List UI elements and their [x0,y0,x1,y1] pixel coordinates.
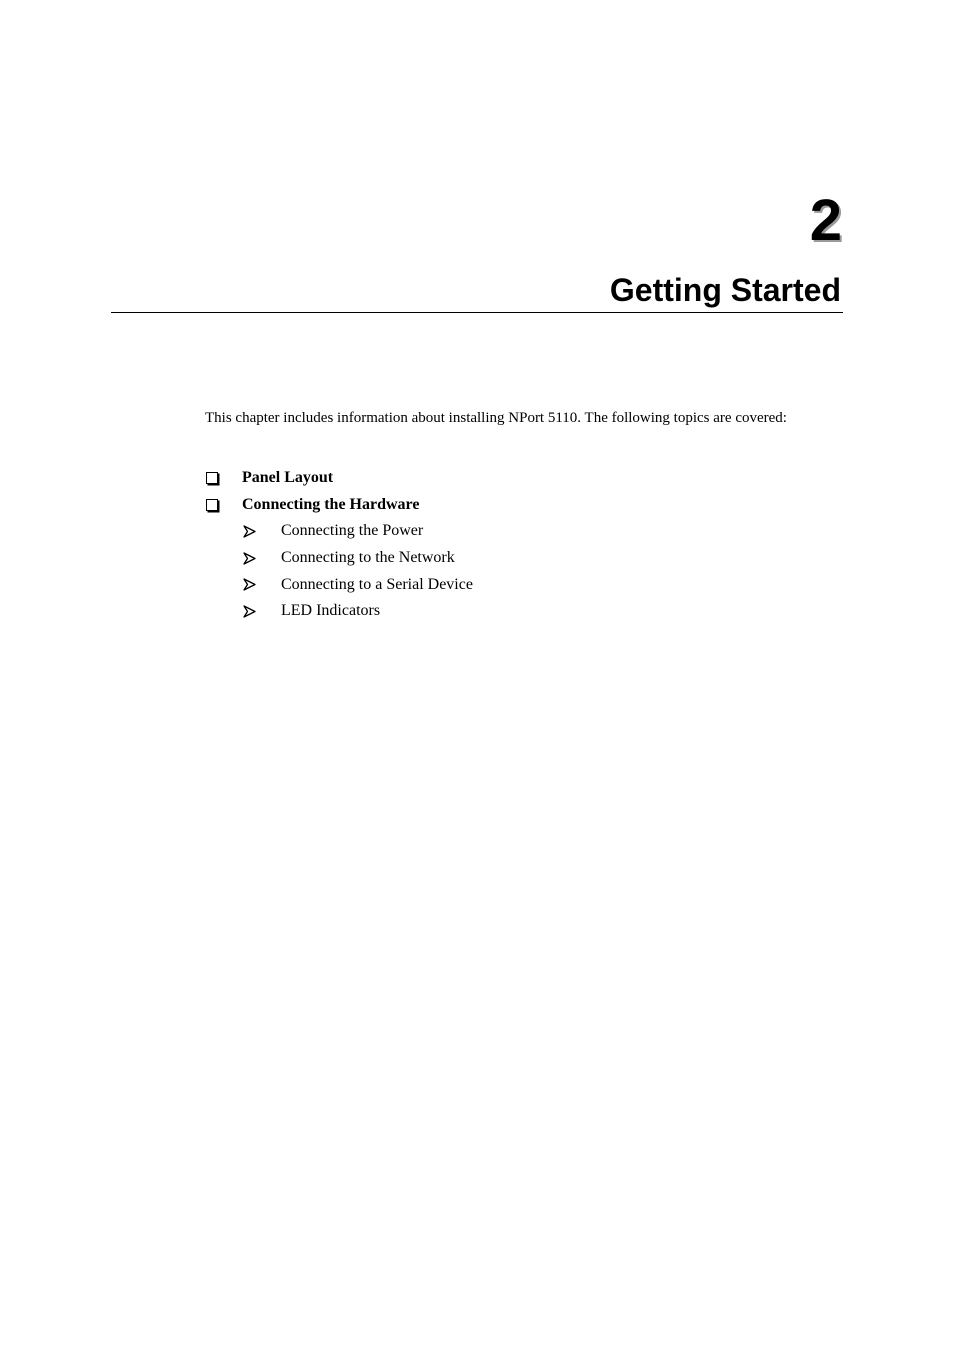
topic-label: Connecting the Hardware [242,495,420,513]
arrowhead-icon [243,605,256,618]
list-item [205,465,473,492]
subtopic-label: LED Indicators [281,602,381,620]
topic-label: Panel Layout [242,469,334,487]
checkbox-icon [206,472,218,484]
chapter-title: Getting Started [609,272,841,308]
arrowhead-icon [243,552,256,565]
list-item [205,545,473,572]
list-item [205,598,473,625]
subtopic-label: Connecting to a Serial Device [281,575,473,593]
list-item [205,571,473,598]
subtopic-label: Connecting to the Network [281,549,455,567]
list-item [205,492,473,519]
arrowhead-icon [243,578,256,591]
subtopic-label: Connecting the Power [281,522,424,540]
list-item [205,518,473,545]
checkbox-icon [206,499,218,511]
intro-paragraph: This chapter includes information about installing NPort 5110. The following topics are covered: [205,410,787,426]
arrowhead-icon [243,525,256,538]
topic-list [205,465,473,625]
chapter-number: 2 [809,188,842,253]
title-divider [111,312,843,313]
